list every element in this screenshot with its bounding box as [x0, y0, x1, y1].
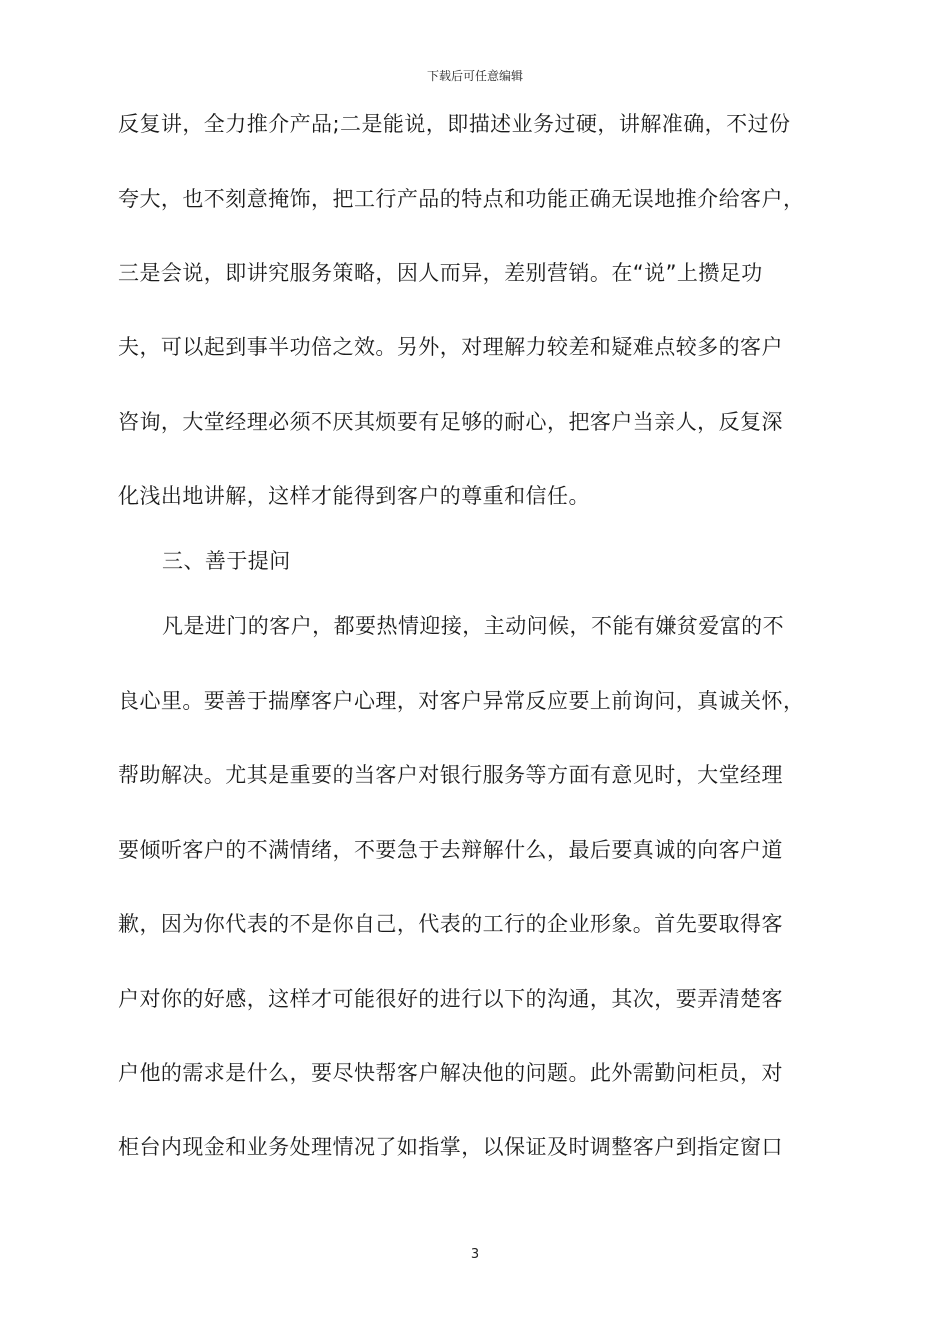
section-heading: 三、善于提问 — [162, 549, 291, 573]
body-line: 夫，可以起到事半功倍之效。另外，对理解力较差和疑难点较多的客户 — [118, 335, 783, 359]
page-header: 下载后可任意编辑 — [426, 69, 523, 83]
body-line: 反复讲，全力推介产品;二是能说，即描述业务过硬，讲解准确，不过份 — [118, 112, 791, 136]
body-line: 咨询，大堂经理必须不厌其烦要有足够的耐心，把客户当亲人，反复深 — [118, 410, 783, 434]
body-line: 三是会说，即讲究服务策略，因人而异，差别营销。在“说”上攒足功 — [118, 261, 763, 285]
body-line: 化浅出地讲解，这样才能得到客户的尊重和信任。 — [118, 484, 590, 508]
body-line: 帮助解决。尤其是重要的当客户对银行服务等方面有意见时，大堂经理 — [118, 763, 783, 787]
body-line: 柜台内现金和业务处理情况了如指掌，以保证及时调整客户到指定窗口 — [118, 1135, 783, 1159]
body-line: 户对你的好感，这样才可能很好的进行以下的沟通，其次，要弄清楚客 — [118, 987, 783, 1011]
body-line: 凡是进门的客户，都要热情迎接，主动问候，不能有嫌贫爱富的不 — [162, 614, 785, 638]
body-line: 歉，因为你代表的不是你自己，代表的工行的企业形象。首先要取得客 — [118, 912, 783, 936]
body-line: 夸大，也不刻意掩饰，把工行产品的特点和功能正确无误地推介给客户， — [118, 187, 805, 211]
page-number: 3 — [470, 1247, 480, 1262]
body-line: 户他的需求是什么，要尽快帮客户解决他的问题。此外需勤问柜员，对 — [118, 1061, 783, 1085]
body-line: 要倾听客户的不满情绪，不要急于去辩解什么，最后要真诚的向客户道 — [118, 838, 783, 862]
body-line: 良心里。要善于揣摩客户心理，对客户异常反应要上前询问，真诚关怀， — [118, 689, 805, 713]
